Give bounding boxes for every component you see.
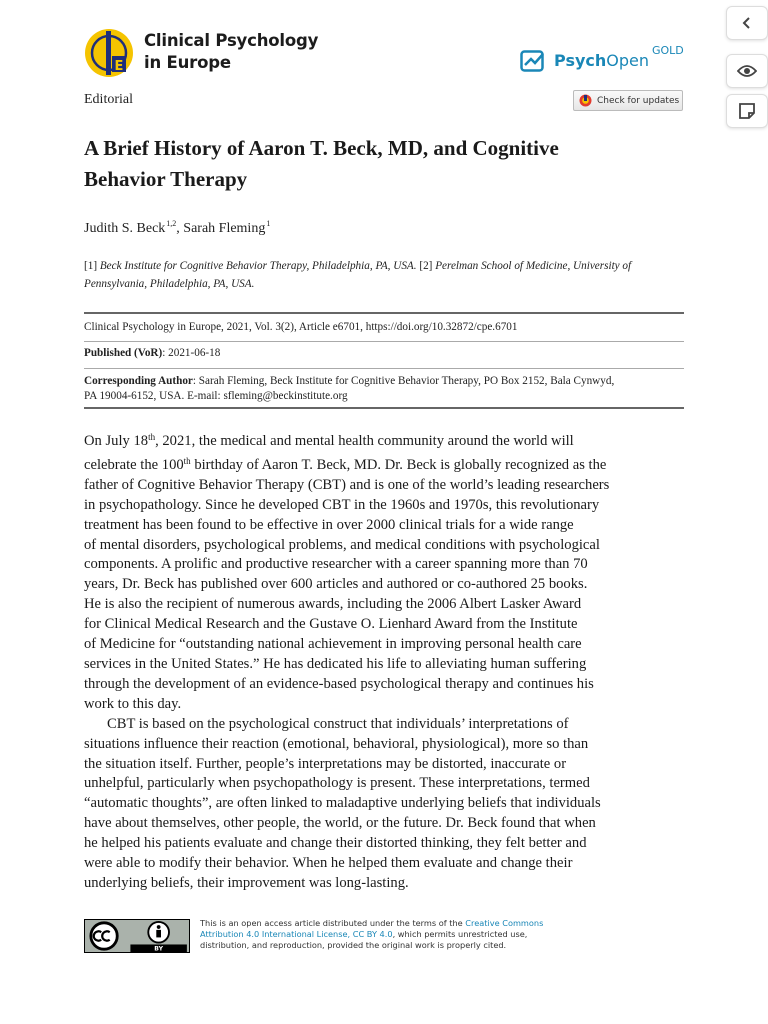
license-link[interactable]: Attribution 4.0 International License, CC BY 4.0	[200, 929, 393, 939]
logo-letter: E	[114, 59, 124, 74]
license-block	[84, 918, 684, 954]
psychopen-icon	[520, 50, 546, 72]
note-icon	[738, 102, 756, 120]
notes-button[interactable]	[726, 94, 768, 128]
citation-line: Clinical Psychology in Europe, 2021, Vol. 3(2), Article e6701, https://doi.org/10.32872/cpe.6701	[84, 321, 518, 333]
article-body	[84, 428, 684, 894]
collapse-panel-button[interactable]	[726, 6, 768, 40]
cc-by-badge-icon[interactable]	[84, 919, 190, 953]
check-updates-button[interactable]	[573, 90, 683, 111]
publisher-name: PsychOpen	[554, 51, 650, 70]
publisher-logo[interactable]	[520, 42, 690, 76]
check-updates-label: Check for updates	[597, 95, 680, 106]
divider	[84, 407, 684, 409]
author-name[interactable]: Judith S. Beck	[84, 221, 166, 236]
paragraph-2: CBT is based on the psychological construct that individuals’ interpretations of situations influence their reaction (emotional, behavioral, physiological), more so than the situation itself. Further, people’s interpretations may be distorted, inaccurate or unhelpful, particularly when psychopathology is present. These interpretations, termed “automatic thoughts”, are often linked to maladaptive underlying beliefs that individuals have about themselves, other people, the world, or the future. Dr. Beck found that when he helped his patients evaluate and change their distorted thinking, they felt better and were able to modify their behavior. When he helped them evaluate and change their underlying beliefs, their improvement was long-lasting.	[84, 715, 601, 891]
eye-icon	[737, 64, 757, 78]
divider	[84, 312, 684, 314]
side-toolbar	[726, 0, 768, 140]
corresponding-author: Corresponding Author: Sarah Fleming, Beck Institute for Cognitive Behavior Therapy, PO Box 2152, Bala Cynwyd, PA 19004-6152, USA. E-mail: sfleming@beckinstitute.org	[84, 375, 615, 402]
divider	[84, 341, 684, 342]
author-list: Judith S. Beck$^{1,2}$, Sarah Fleming$^1$	[84, 219, 271, 236]
journal-header	[84, 24, 684, 84]
license-text: This is an open access article distributed under the terms of the Creative Commons Attribution 4.0 International License, CC BY 4.0, which permits unrestricted use, distribution, and reproduction, provided the original work is properly cited.	[200, 918, 544, 950]
badge-label: BY	[154, 945, 164, 953]
view-button[interactable]	[726, 54, 768, 88]
paragraph-1: On July 18th, 2021, the medical and mental health community around the world will celebrate the 100th birthday of Aaron T. Beck, MD. Dr. Beck is globally recognized as the father of Cognitive Behavior Therapy (CBT) and is one of the world’s leading researchers in psychopathology. Since he developed CBT in the 1960s and 1970s, this revolutionary treatment has been found to be effective in over 2000 clinical trials for a wide range of mental disorders, psychological problems, and medical conditions with psychological components. A prolific and productive researcher with a career spanning more than 70 years, Dr. Beck has published over 600 articles and authored or co-authored 25 books. He is also the recipient of numerous awards, including the 2006 Albert Lasker Award for Clinical Medical Research and the Gustave O. Lienhard Award from the Institute of Medicine for “outstanding national achievement in improving personal health care services in the United States.” He has dedicated his life to alleviating human suffering through the development of an evidence-based psychological therapy and continues his work to this day.	[84, 432, 610, 712]
article-type: Editorial	[84, 92, 133, 107]
journal-logo-icon	[84, 28, 134, 78]
publisher-tier: GOLD	[652, 44, 684, 57]
article-title: A Brief History of Aaron T. Beck, MD, and Cognitive Behavior Therapy	[84, 136, 559, 191]
affiliations: [1] Beck Institute for Cognitive Behavior Therapy, Philadelphia, PA, USA. [2] Perelman School of Medicine, University of Pennsylvania, Philadelphia, PA, USA.	[84, 260, 632, 290]
journal-name: Clinical Psychology in Europe	[144, 31, 319, 72]
divider	[84, 368, 684, 369]
cc-link[interactable]: Creative Commons	[465, 918, 544, 928]
chevron-left-icon	[740, 16, 754, 30]
published-date: Published (VoR): 2021-06-18	[84, 347, 221, 359]
author-name[interactable]: Sarah Fleming	[183, 221, 266, 236]
crossmark-icon	[579, 94, 592, 107]
